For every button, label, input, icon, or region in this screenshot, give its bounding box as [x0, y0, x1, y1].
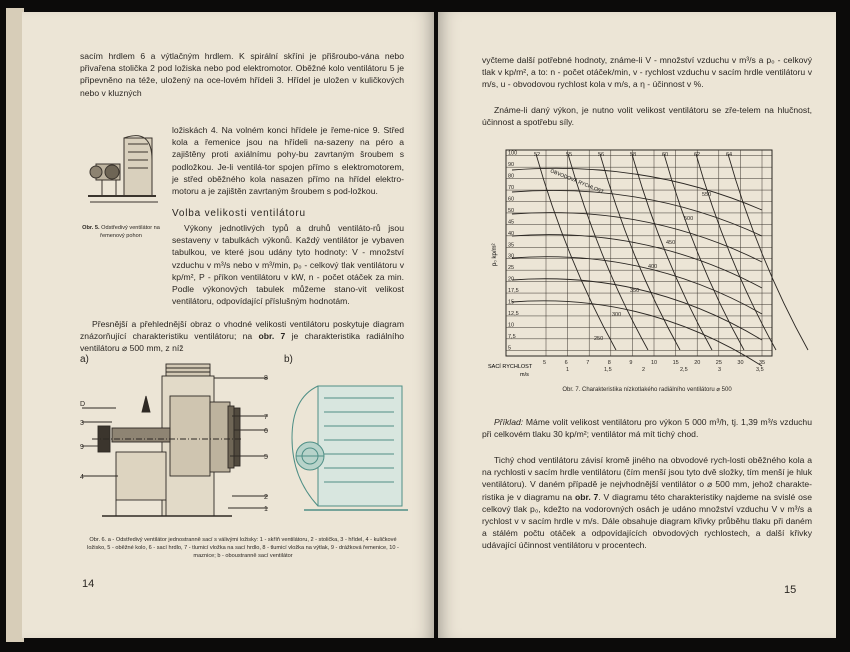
right-para3-figref: obr. 7: [574, 491, 599, 502]
section-heading: Volba velikosti ventilátoru: [172, 208, 306, 219]
chart-y-tick-label: 30: [508, 253, 515, 260]
chart-rpm-label: 450: [666, 240, 676, 246]
chart-y-tick-label: 40: [508, 230, 515, 237]
right-paragraph-3: [482, 454, 812, 552]
part-label-7: 7: [264, 414, 268, 421]
left-para2-text: Výkony jednotlivých typů a druhů ventiláto-rů jsou sestaveny v tabulkách výkonů. Každý ventilátor je vybaven tabulkou, ve které jsou udány tyto hodnoty: V - množství vzduchu v m³/s nebo v m³/min, p₀ - celkový tlak ventilátoru v kp/m², P - příkon ventilátoru v kW, n - počet otáček za min. Podle výkonových tabulek můžeme stano-vit velikost ventilátoru, odpovídající příslušným hodnotám.: [172, 223, 404, 307]
chart-x-tick-label: 8: [607, 360, 611, 366]
chart-x-tick-label: 25: [715, 360, 722, 366]
left-para1-text: sacím hrdlem 6 a výtlačným hrdlem. K spirální skříni je přišroubo-vána nebo přivařena stolička 2 pod ložiska nebo pod elektromotor. Oběžné kolo ventilátoru 5 je připevněno na téže, uložený na oce-lovém hřídeli 3. Hřídel je uložen v kuličkových nebo v kluzných: [80, 51, 404, 98]
chart-efficiency-label: 56: [598, 152, 605, 158]
chart-efficiency-curve: [664, 154, 744, 350]
chart-rpm-curve: [512, 257, 762, 314]
chart-efficiency-label: 55: [566, 152, 573, 158]
chart-x2-tick-label: 1,5: [604, 367, 612, 373]
left-para3-text-a: Přesnější a přehlednější obraz o vhodné velikosti ventilátoru poskytuje diagram znázorňující charakteristiku ventilátoru; na: [80, 319, 404, 342]
figure-6-caption: Obr. 6. a - Odstředivý ventilátor jednostranně sací s válivými ložisky: 1 - skříň ventilátoru, 2 - stolička, 3 - hřídel, 4 - kuličkové ložisko, 5 - oběžné kolo, 6 - sací hrdlo, 7 - tlumicí vložka na sací hrdlo, 8 - tlumicí vložka na výtlak, 9 - drážková řemenice, 10 - maznice; b - oboustranně sací ventilátor: [87, 537, 399, 559]
chart-x-tick-label: 30: [737, 360, 744, 366]
chart-y-tick-label: 7,5: [508, 333, 516, 340]
chart-x2-tick-label: 1: [566, 367, 570, 373]
part-label-8: 8: [264, 375, 268, 382]
chart-efficiency-label: 64: [726, 152, 733, 158]
chart-rpm-curve: [512, 168, 762, 210]
left-para1b-text: ložiskách 4. Na volném konci hřídele je řeme-nice 9. Střed kola a řemenice jsou na hřídeli na-sazeny na péro a zajištěny proti axiálnímu pohy-bu zavrtaným šroubem s podložkou. Je-li ventilá-tor spojen přímo s elektromotorem, je střed oběžného kola nasazen přímo na hřídel elektro-motoru a je zajištěn zavrtaným šroubem s pod-ložkou.: [172, 125, 404, 197]
right-paragraph-2: [482, 104, 812, 128]
chart-x2-tick-label: 3,5: [756, 367, 764, 373]
page-number-right: 15: [784, 584, 797, 596]
chart-x-tick-label: 7: [586, 360, 590, 366]
chart-efficiency-label: 62: [694, 152, 701, 158]
chart-x-axis-unit: m/s: [520, 372, 529, 378]
figure-6b-label: b): [284, 354, 293, 365]
right-example: [482, 416, 812, 440]
figure-6a-label: a): [80, 354, 89, 365]
chart-rpm-label: 350: [630, 288, 640, 294]
left-paragraph-1b: [172, 124, 404, 197]
chart-y-tick-label: 17,5: [508, 288, 519, 295]
chart-x-axis-label: SACÍ RYCHLOST: [488, 364, 533, 370]
part-label-d: D: [80, 401, 86, 408]
chart-x-tick-label: 15: [672, 360, 679, 366]
example-label: Příklad:: [494, 417, 524, 427]
example-text: Máme volit velikost ventilátoru pro výkon 5 000 m³/h, tj. 1,39 m³/s vzduchu při celkovém tlaku 30 kp/m²; ventilátor má mít tichý chod.: [482, 417, 812, 440]
right-para1-text: vyčteme další potřebné hodnoty, známe-li V - množství vzduchu v m³/s a p₀ - celkový tlak v kp/m², a to: n - počet otáček/min, v - rychlost vzduchu v sacím hrdle ventilátoru v m/s, u - obvodovou rychlost kola v m/s, a η - účinnost v %.: [482, 55, 812, 90]
chart-y-tick-label: 100: [508, 150, 518, 157]
chart-y-tick-label: 45: [508, 219, 515, 226]
chart-y-tick-label: 5: [508, 345, 512, 352]
chart-y-tick-label: 35: [508, 242, 515, 249]
chart-y-tick-label: 50: [508, 207, 515, 214]
chart-y-tick-label: 20: [508, 276, 515, 283]
left-page: [22, 12, 434, 638]
chart-rpm-label: 400: [648, 264, 658, 270]
left-paragraph-3: [80, 318, 404, 355]
figure-7-caption: Obr. 7. Charakteristika nízkotlakého radiálního ventilátoru ⌀ 500: [562, 387, 732, 393]
left-paragraph-2: [172, 222, 404, 307]
chart-efficiency-label: 52: [534, 152, 541, 158]
chart-curve-label: OBVODOVÁ RYCHLOST: [549, 168, 605, 196]
chart-y-tick-label: 70: [508, 185, 515, 192]
part-label-4: 4: [80, 474, 84, 481]
chart-y-tick-label: 15: [508, 299, 515, 306]
chart-efficiency-curve: [632, 154, 712, 350]
chart-y-tick-label: 25: [508, 265, 515, 272]
figure-5-drawing: [82, 130, 162, 218]
chart-y-tick-label: 90: [508, 162, 515, 169]
chart-x2-tick-label: 2: [642, 367, 646, 373]
figure-5-caption-label: Obr. 5.: [82, 225, 100, 231]
chart-y-tick-label: 80: [508, 173, 515, 180]
figure-7-chart: [490, 142, 816, 378]
chart-rpm-label: 250: [594, 336, 604, 342]
chart-x-tick-label: 5: [543, 360, 547, 366]
chart-x2-tick-label: 3: [718, 367, 722, 373]
figure-5-caption-text: Odstředivý ventilátor na řemenový pohon: [100, 225, 160, 239]
chart-y-tick-label: 10: [508, 322, 515, 329]
chart-y-tick-label: 60: [508, 196, 515, 203]
chart-x2-tick-label: 2,5: [680, 367, 688, 373]
chart-efficiency-label: 60: [662, 152, 669, 158]
left-paragraph-1: [80, 50, 404, 99]
chart-x-tick-label: 6: [564, 360, 568, 366]
part-label-6: 6: [264, 428, 268, 435]
chart-efficiency-curve: [696, 154, 776, 350]
page-number-left: 14: [82, 578, 95, 590]
chart-y-axis-label: p₀ kp/m²: [492, 243, 498, 266]
right-para2-text: Známe-li daný výkon, je nutno volit velikost ventilátoru se zře-telem na hlučnost, účinnost a spotřebu síly.: [482, 105, 812, 128]
chart-rpm-label: 500: [684, 216, 694, 222]
figure-6a-drawing: [82, 356, 272, 528]
part-label-5: 5: [264, 454, 268, 461]
chart-x-tick-label: 10: [651, 360, 658, 366]
right-para3-text-b: . V diagramu této charakteristiky najdeme na svislé ose celkový tlak p₀, kdežto na vodorovných osách je udáno množství vzduchu V v m³/s a rychlost v v sacím hrdle v m/s. Dále obsahuje diagram křivky průběhu tlaku při daném a stálém počtu otáček a odpovídajících obvodových rychlostech, a další křivky udávající účinnost ventilátoru v procentech.: [482, 491, 812, 551]
left-para3-text-b: je charakteristika radiálního ventilátoru ⌀ 500 mm, z níž: [80, 331, 405, 354]
figure-6b-drawing: [284, 378, 412, 528]
chart-y-tick-label: 12,5: [508, 310, 519, 317]
left-para3-figref: obr. 7: [258, 331, 286, 342]
chart-x-tick-label: 9: [629, 360, 633, 366]
chart-rpm-label: 550: [702, 192, 712, 198]
right-para3-text-a: Tichý chod ventilátoru závisí kromě jiného na obvodové rych-losti oběžného kola a na rychlosti v sacím hrdle ventilátoru (čím menší jsou tyto dvě složky, tím menší je hluk ventilátoru). V daném případě je nejvhodnější ventilátor o ⌀ 500 mm, jehož charakte-ristika je v diagramu na: [482, 455, 812, 502]
part-label-2: 2: [264, 494, 268, 501]
chart-x-tick-label: 20: [694, 360, 701, 366]
chart-rpm-label: 300: [612, 312, 622, 318]
part-label-3: 3: [80, 420, 84, 427]
right-paragraph-1: [482, 54, 812, 91]
chart-x-tick-label: 35: [759, 360, 766, 366]
figure-5-caption: [78, 224, 164, 240]
part-label-1: 1: [264, 506, 268, 513]
chart-efficiency-label: 58: [630, 152, 637, 158]
part-label-9: 9: [80, 444, 84, 451]
right-page: [438, 12, 836, 638]
